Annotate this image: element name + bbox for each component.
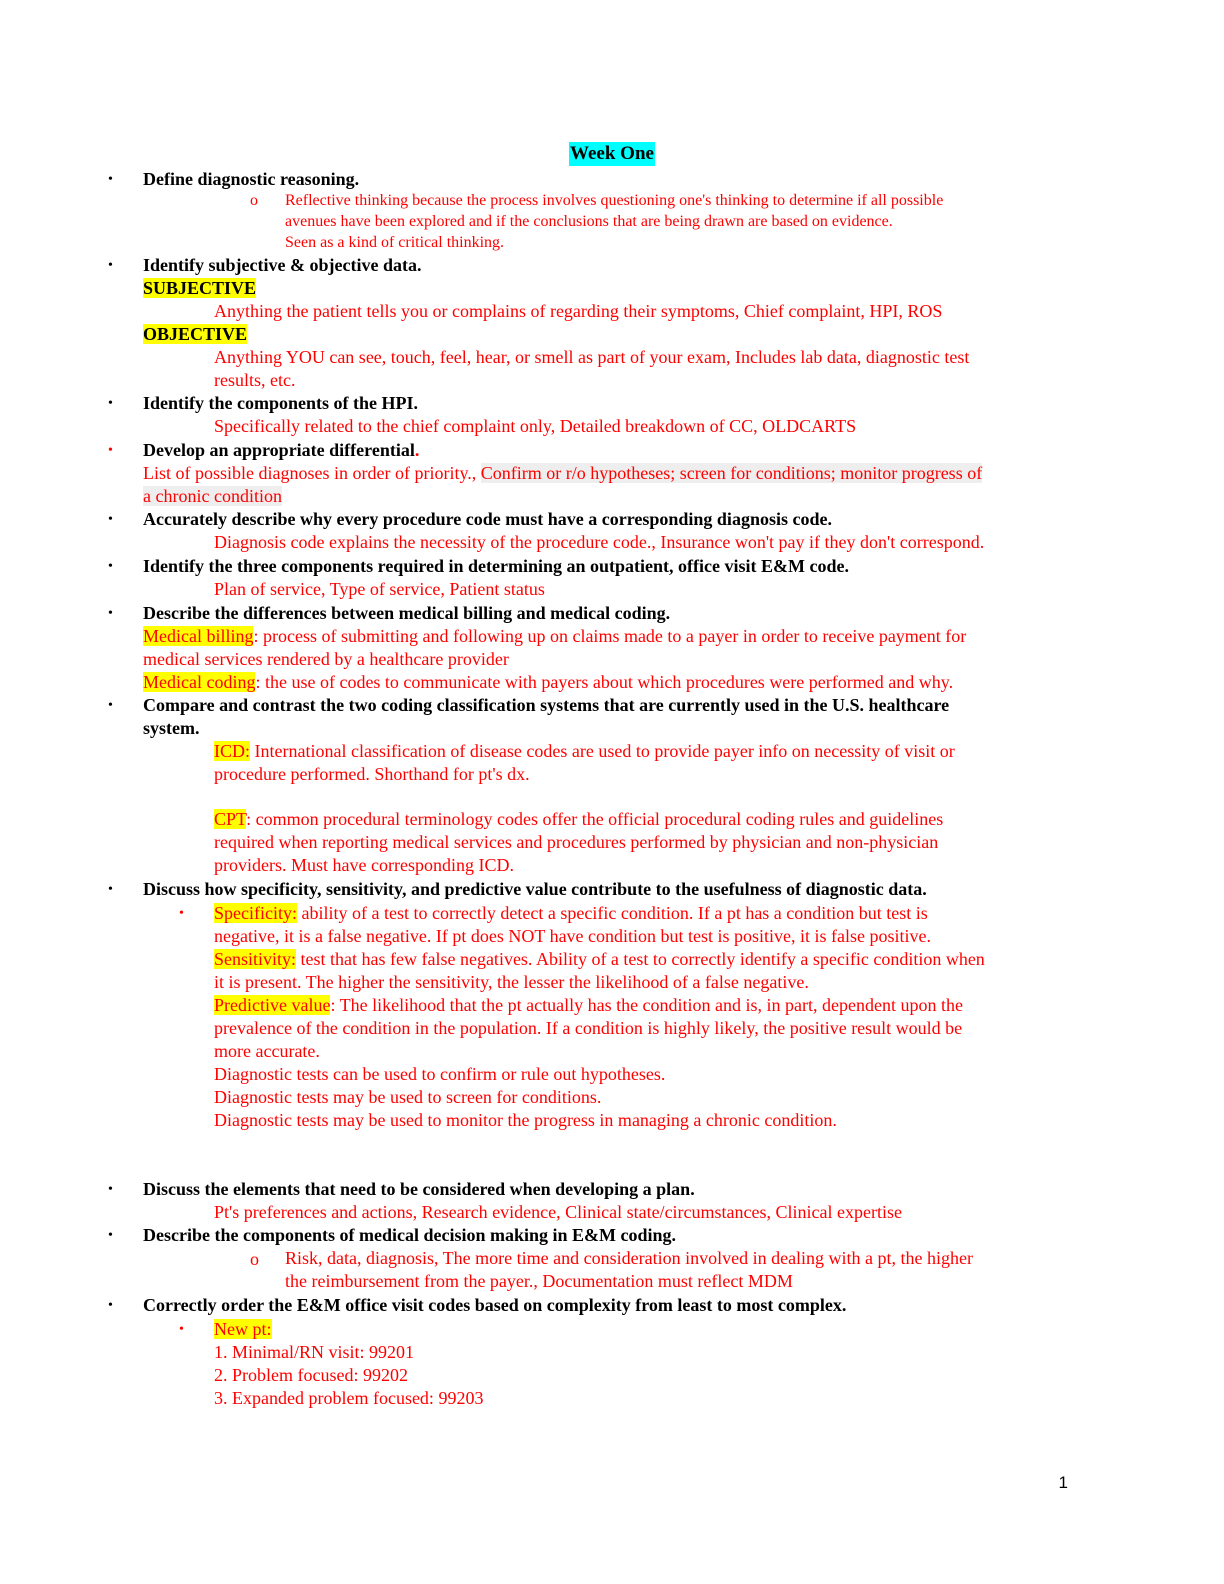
answer-line: [214, 1318, 272, 1341]
sensitivity-text: test that has few false negatives. Ability of a test to correctly identify a specific condition when: [296, 949, 985, 969]
sub-bullet: o: [250, 192, 258, 209]
subjective-label: SUBJECTIVE: [143, 278, 257, 298]
question-three-components: Identify the three components required in determining an outpatient, office visit E&M code.: [143, 556, 849, 576]
bullet: •: [108, 606, 113, 621]
bullet: •: [108, 396, 113, 411]
answer-line: Pt's preferences and actions, Research evidence, Clinical state/circumstances, Clinical expertise: [214, 1202, 902, 1222]
question-text: Develop an appropriate differential: [143, 440, 415, 460]
question-define-diagnostic-reasoning: Define diagnostic reasoning.: [143, 169, 360, 189]
answer-line: Risk, data, diagnosis, The more time and consideration involved in dealing with a pt, the higher: [285, 1248, 974, 1268]
bullet: •: [108, 1182, 113, 1197]
question-specificity-sensitivity: Discuss how specificity, sensitivity, and predictive value contribute to the usefulness of diagnostic data.: [143, 879, 927, 899]
answer-line: Diagnosis code explains the necessity of the procedure code., Insurance won't pay if they don't correspond.: [214, 532, 985, 552]
question-plan-elements: Discuss the elements that need to be considered when developing a plan.: [143, 1179, 695, 1199]
code-line: 2. Problem focused: 99202: [214, 1365, 408, 1385]
subjective-heading: [143, 277, 256, 300]
question-coding-systems: Compare and contrast the two coding classification systems that are currently used in the U.S. healthcare: [143, 695, 950, 715]
answer-line: providers. Must have corresponding ICD.: [214, 855, 514, 875]
answer-line: procedure performed. Shorthand for pt's dx.: [214, 764, 530, 784]
answer-line: [214, 902, 928, 925]
coding-label: Medical coding: [143, 672, 256, 692]
cpt-label: CPT: [214, 809, 247, 829]
icd-text: International classification of disease codes are used to provide payer info on necessity of visit or: [250, 741, 955, 761]
answer-line: Anything YOU can see, touch, feel, hear, or smell as part of your exam, Includes lab data, diagnostic test: [214, 347, 970, 367]
answer-line: Seen as a kind of critical thinking.: [285, 234, 505, 251]
code-line: 1. Minimal/RN visit: 99201: [214, 1342, 415, 1362]
answer-line: results, etc.: [214, 370, 296, 390]
answer-line: Diagnostic tests may be used to monitor the progress in managing a chronic condition.: [214, 1110, 837, 1130]
specificity-label: Specificity:: [214, 903, 297, 923]
answer-line: [143, 462, 982, 485]
answer-line: [214, 994, 963, 1017]
question-subjective-objective: Identify subjective & objective data.: [143, 255, 422, 275]
question-coding-systems-cont: system.: [143, 718, 200, 738]
predictive-value-text: : The likelihood that the pt actually has the condition and is, in part, dependent upon the: [330, 995, 963, 1015]
answer-line: [143, 485, 282, 508]
answer-part-highlighted: a chronic condition: [143, 486, 282, 506]
bullet: •: [108, 172, 113, 187]
cpt-text: : common procedural terminology codes offer the official procedural coding rules and guidelines: [246, 809, 944, 829]
question-procedure-code: Accurately describe why every procedure code must have a corresponding diagnosis code.: [143, 509, 832, 529]
bullet: •: [108, 1298, 113, 1313]
bullet: •: [108, 1228, 113, 1243]
bullet: •: [108, 258, 113, 273]
answer-part: List of possible diagnoses in order of priority.,: [143, 463, 481, 483]
bullet: •: [108, 882, 113, 897]
answer-line: required when reporting medical services and procedures performed by physician and non-physician: [214, 832, 939, 852]
answer-line: Anything the patient tells you or complains of regarding their symptoms, Chief complaint, HPI, ROS: [214, 301, 943, 321]
billing-text: : process of submitting and following up on claims made to a payer in order to receive payment for: [253, 626, 967, 646]
answer-line: Reflective thinking because the process involves questioning one's thinking to determine if all possible: [285, 192, 944, 209]
sub-bullet: •: [179, 906, 184, 921]
question-billing-coding: Describe the differences between medical billing and medical coding.: [143, 603, 671, 623]
bullet: •: [108, 443, 113, 458]
question-hpi: Identify the components of the HPI.: [143, 393, 418, 413]
answer-line: more accurate.: [214, 1041, 320, 1061]
specificity-text: ability of a test to correctly detect a specific condition. If a pt has a condition but test is: [296, 903, 928, 923]
answer-line: [214, 808, 943, 831]
new-pt-label: New pt:: [214, 1319, 272, 1339]
answer-line: medical services rendered by a healthcare provider: [143, 649, 509, 669]
title-wrap: [0, 142, 1224, 166]
sub-bullet: •: [179, 1322, 184, 1337]
page-title: Week One: [570, 143, 654, 164]
sensitivity-label: Sensitivity:: [214, 949, 297, 969]
answer-line: Diagnostic tests can be used to confirm or rule out hypotheses.: [214, 1064, 666, 1084]
answer-line: [214, 948, 985, 971]
answer-line: the reimbursement from the payer., Documentation must reflect MDM: [285, 1271, 793, 1291]
objective-label: OBJECTIVE: [143, 324, 248, 344]
billing-label: Medical billing: [143, 626, 254, 646]
question-em-codes: Correctly order the E&M office visit codes based on complexity from least to most complex.: [143, 1295, 847, 1315]
question-period: .: [414, 440, 420, 460]
answer-line: negative, it is a false negative. If pt does NOT have condition but test is positive, it is false positive.: [214, 926, 932, 946]
answer-line: [143, 625, 966, 648]
sub-bullet: o: [250, 1249, 259, 1269]
answer-line: Plan of service, Type of service, Patient status: [214, 579, 545, 599]
question-differential: [143, 439, 1043, 462]
answer-line: it is present. The higher the sensitivity, the lesser the likelihood of a false negative.: [214, 972, 809, 992]
page-number: 1: [1058, 1473, 1068, 1492]
answer-line: Diagnostic tests may be used to screen for conditions.: [214, 1087, 602, 1107]
question-mdm: Describe the components of medical decision making in E&M coding.: [143, 1225, 676, 1245]
bullet: •: [108, 559, 113, 574]
icd-label: ICD:: [214, 741, 250, 761]
coding-text: : the use of codes to communicate with payers about which procedures were performed and why.: [255, 672, 954, 692]
predictive-value-label: Predictive value: [214, 995, 331, 1015]
answer-line: [143, 671, 953, 694]
bullet: •: [108, 698, 113, 713]
objective-heading: [143, 323, 247, 346]
answer-line: avenues have been explored and if the conclusions that are being drawn are based on evidence.: [285, 213, 893, 230]
answer-line: Specifically related to the chief complaint only, Detailed breakdown of CC, OLDCARTS: [214, 416, 857, 436]
answer-part-highlighted: Confirm or r/o hypotheses; screen for conditions; monitor progress of: [480, 463, 983, 483]
code-line: 3. Expanded problem focused: 99203: [214, 1388, 484, 1408]
bullet: •: [108, 512, 113, 527]
answer-line: [214, 740, 955, 763]
answer-line: prevalence of the condition in the population. If a condition is highly likely, the positive result would be: [214, 1018, 963, 1038]
